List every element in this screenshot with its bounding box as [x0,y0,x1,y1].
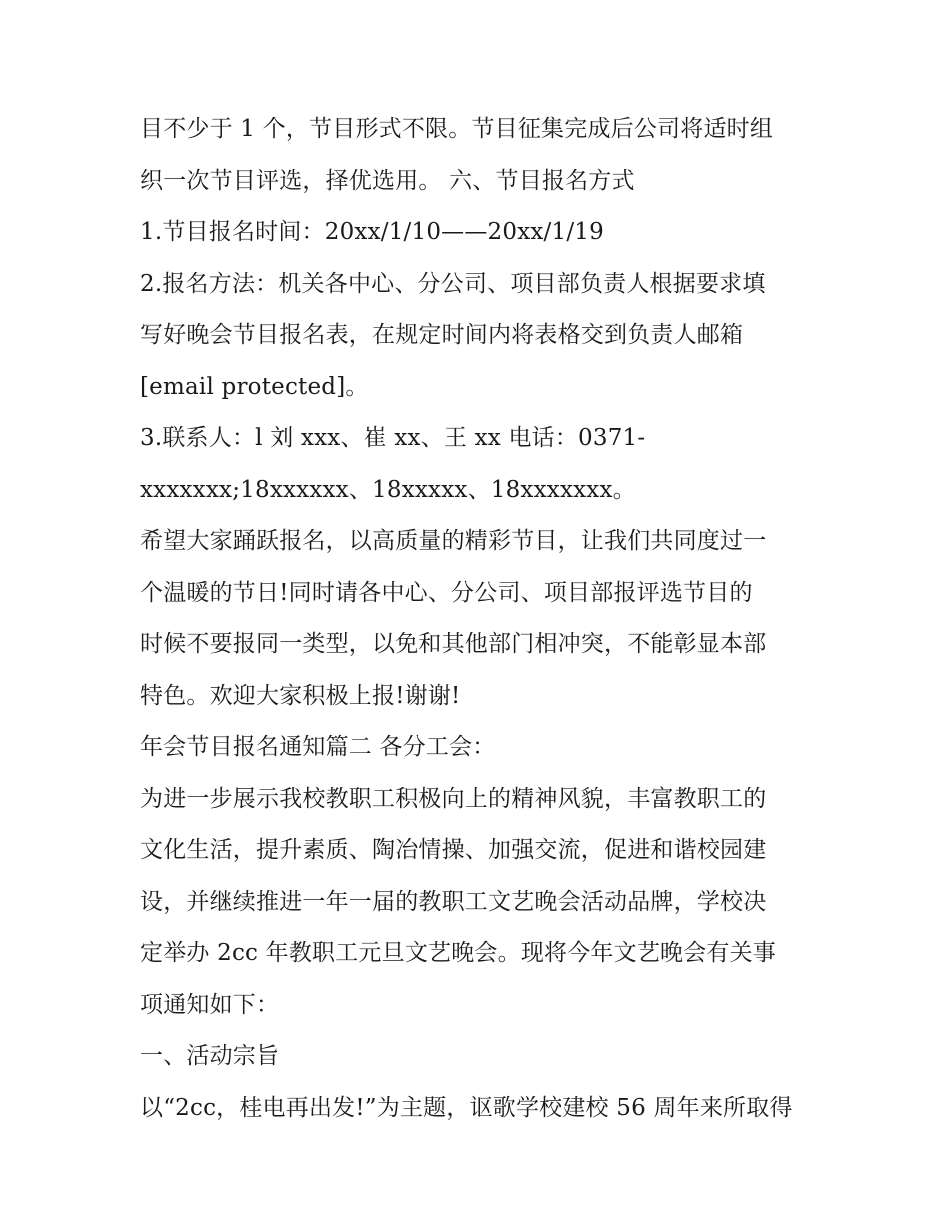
text-line: 1.节目报名时间：20xx/1/10——20xx/1/19 [140,219,604,245]
text-line: 目不少于 1 个，节目形式不限。节目征集完成后公司将适时组 [140,116,774,142]
text-line: 希望大家踊跃报名，以高质量的精彩节目，让我们共同度过一 [140,528,767,554]
text-line: 个温暖的节日!同时请各中心、分公司、项目部报评选节目的 [140,579,753,606]
contact-line: 3.联系人：l 刘 xxx、崔 xx、王 xx 电话：0371- [140,425,646,451]
text-line: 项通知如下： [140,991,280,1018]
text-line: 以“2cc，桂电再出发!”为主题，讴歌学校建校 56 周年来所取得 [140,1094,793,1121]
text-line: 设，并继续推进一年一届的教职工文艺晚会活动品牌，学校决 [140,888,767,915]
phone-line: xxxxxxx;18xxxxxx、18xxxxx、18xxxxxxx。 [140,476,636,503]
section-heading: 年会节目报名通知篇二 各分工会： [140,734,496,760]
text-line: 2.报名方法：机关各中心、分公司、项目部负责人根据要求填 [140,270,766,297]
email-line: [email protected]。 [140,373,369,400]
text-line: 织一次节目评选，择优选用。 六、节目报名方式 [140,167,635,194]
section-heading: 一、活动宗旨 [140,1043,280,1069]
text-line: 特色。欢迎大家积极上报!谢谢! [140,682,461,709]
text-line: 定举办 2cc 年教职工元旦文艺晚会。现将今年文艺晚会有关事 [140,940,777,966]
text-line: 为进一步展示我校教职工积极向上的精神风貌，丰富教职工的 [140,785,767,812]
text-line: 文化生活，提升素质、陶冶情操、加强交流，促进和谐校园建 [140,837,767,863]
text-line: 写好晚会节目报名表，在规定时间内将表格交到负责人邮箱 [140,322,744,348]
text-line: 时候不要报同一类型，以免和其他部门相冲突，不能彰显本部 [140,631,767,657]
document-body [140,104,820,1134]
